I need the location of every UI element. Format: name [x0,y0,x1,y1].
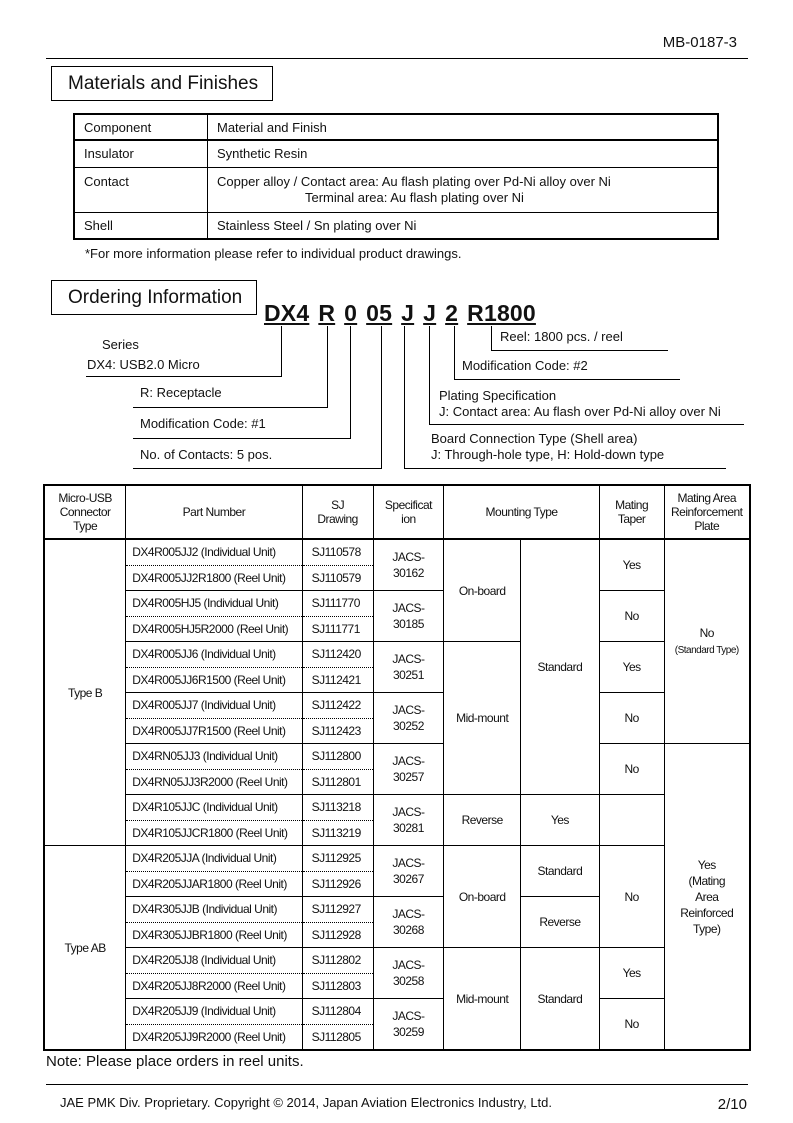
sj-drawing: SJ112800 [302,744,373,770]
table-row [44,642,750,668]
table-row [44,591,750,617]
mount-cell: On-board [444,539,521,642]
reel-leader-v [491,326,492,350]
sj-drawing: SJ112802 [302,948,373,974]
code-mod1: 0 [344,300,358,326]
col-specification: Specificat ion [373,485,444,539]
mount-sub-cell: Standard [521,948,600,1051]
part-code [264,300,545,327]
part-number: DX4RN05JJ3 (Individual Unit) [126,744,302,770]
sj-drawing: SJ112803 [302,973,373,999]
contacts-label: No. of Contacts: 5 pos. [140,447,273,462]
component-cell: Insulator [74,140,208,167]
part-number: DX4R205JJ9 (Individual Unit) [126,999,302,1025]
part-number: DX4R005JJ7R1500 (Reel Unit) [126,718,302,744]
type-cell: Type AB [44,846,126,1051]
receptacle-label: R: Receptacle [140,385,222,400]
col-part-number: Part Number [126,485,302,539]
materials-heading: Materials and Finishes [51,66,273,101]
part-number: DX4R105JJC (Individual Unit) [126,795,302,821]
table-row [44,693,750,719]
col-sj-drawing: SJ Drawing [302,485,373,539]
mount-sub-cell: Reverse [444,795,521,846]
sj-drawing: SJ112420 [302,642,373,668]
sj-drawing: SJ112423 [302,718,373,744]
component-cell: Contact [74,167,208,212]
sj-drawing: SJ112805 [302,1024,373,1050]
mount-sub-cell: Standard [521,846,600,897]
taper-cell: No [599,693,664,744]
board-leader [404,468,726,469]
col-mating-taper: Mating Taper [599,485,664,539]
taper-cell: No [599,744,664,795]
materials-row [74,167,718,212]
taper-cell: Yes [599,948,664,999]
plate-cell: No (Standard Type) [664,539,750,744]
code-type: R [318,300,336,326]
sj-drawing: SJ112926 [302,871,373,897]
col-mounting-type: Mounting Type [444,485,599,539]
materials-col-component: Component [74,114,208,140]
mod2-leader [454,379,680,380]
series-value: DX4: USB2.0 Micro [87,357,200,372]
contacts-leader [133,468,382,469]
plating-leader [429,424,744,425]
table-row [44,795,750,821]
material-cell: Stainless Steel / Sn plating over Ni [208,212,719,239]
sj-drawing: SJ111770 [302,591,373,617]
spec-cell: JACS- 30258 [373,948,444,999]
taper-cell: No [599,999,664,1051]
spec-cell: JACS- 30162 [373,539,444,591]
material-cell: Copper alloy / Contact area: Au flash plating over Pd-Ni alloy over Ni [217,173,611,189]
reel-leader [491,350,668,351]
plate-cell: Yes (Mating Area Reinforced Type) [664,744,750,1051]
mod1-leader-v [350,326,351,438]
mod2-leader-v [454,326,455,379]
spec-cell: JACS- 30259 [373,999,444,1051]
materials-col-material: Material and Finish [208,114,719,140]
material-cell-line2: Terminal area: Au flash plating over Ni [305,189,524,205]
spec-cell: JACS- 30185 [373,591,444,642]
sj-drawing: SJ112928 [302,922,373,948]
contacts-leader-v [381,326,382,468]
sj-drawing: SJ112804 [302,999,373,1025]
taper-cell: Yes [521,795,600,846]
part-number: DX4R205JJA (Individual Unit) [126,846,302,872]
part-number: DX4R205JJ8R2000 (Reel Unit) [126,973,302,999]
part-number: DX4R305JJBR1800 (Reel Unit) [126,922,302,948]
board-value: J: Through-hole type, H: Hold-down type [431,447,665,462]
materials-row [74,212,718,239]
footer-divider [46,1084,748,1085]
part-number: DX4RN05JJ3R2000 (Reel Unit) [126,769,302,795]
part-number: DX4R005JJ2 (Individual Unit) [126,539,302,565]
table-row [44,948,750,974]
sj-drawing: SJ112927 [302,897,373,923]
part-number: DX4R005JJ2R1800 (Reel Unit) [126,565,302,591]
mount-cell: Mid-mount [444,642,521,795]
mod2-label: Modification Code: #2 [462,358,588,373]
sj-drawing: SJ112421 [302,667,373,693]
materials-note: *For more information please refer to individual product drawings. [85,246,462,261]
materials-row [74,140,718,167]
board-title: Board Connection Type (Shell area) [431,431,638,446]
series-leader [86,376,282,377]
code-contacts: 05 [366,300,393,326]
code-reel: R1800 [467,300,536,326]
table-row [44,999,750,1025]
taper-cell: Yes [599,539,664,591]
taper-cell: No [599,591,664,642]
plating-title: Plating Specification [439,388,557,403]
code-plating: J [423,300,437,326]
plating-value: J: Contact area: Au flash over Pd-Ni alloy over Ni [439,404,721,419]
mod1-leader [133,438,351,439]
sj-drawing: SJ112422 [302,693,373,719]
page-number: 2/10 [717,1096,747,1113]
plating-leader-v [429,326,430,424]
part-number: DX4R005HJ5R2000 (Reel Unit) [126,616,302,642]
sj-drawing: SJ112925 [302,846,373,872]
parts-table [43,484,751,1051]
receptacle-leader [133,407,328,408]
part-number: DX4R205JJAR1800 (Reel Unit) [126,871,302,897]
col-connector-type: Micro-USB Connector Type [44,485,126,539]
series-label: Series [102,337,139,352]
code-board: J [401,300,415,326]
part-number: DX4R005JJ6 (Individual Unit) [126,642,302,668]
part-number: DX4R005JJ6R1500 (Reel Unit) [126,667,302,693]
part-number: DX4R105JJCR1800 (Reel Unit) [126,820,302,846]
materials-table [73,113,719,240]
taper-cell: Yes [599,642,664,693]
part-number: DX4R205JJ9R2000 (Reel Unit) [126,1024,302,1050]
document-id: MB-0187-3 [662,34,737,51]
receptacle-leader-v [327,326,328,407]
table-row [44,539,750,565]
series-leader-v [281,326,282,376]
part-number: DX4R005HJ5 (Individual Unit) [126,591,302,617]
spec-cell: JACS- 30281 [373,795,444,846]
sj-drawing: SJ113219 [302,820,373,846]
type-cell: Type B [44,539,126,846]
material-cell: Synthetic Resin [208,140,719,167]
component-cell: Shell [74,212,208,239]
mount-cell: Mid-mount [444,948,521,1051]
spec-cell: JACS- 30268 [373,897,444,948]
table-row [44,744,750,770]
part-number: DX4R205JJ8 (Individual Unit) [126,948,302,974]
col-reinforcement-plate: Mating Area Reinforcement Plate [664,485,750,539]
code-mod2: 2 [445,300,459,326]
code-series: DX4 [264,300,310,326]
spec-cell: JACS- 30251 [373,642,444,693]
mount-cell: On-board [444,846,521,948]
mount-sub-cell: Reverse [521,897,600,948]
footer-copyright: JAE PMK Div. Proprietary. Copyright © 2014, Japan Aviation Electronics Industry, Ltd. [60,1095,553,1110]
sj-drawing: SJ110578 [302,539,373,565]
reel-label: Reel: 1800 pcs. / reel [500,329,623,344]
mod1-label: Modification Code: #1 [140,416,266,431]
ordering-heading: Ordering Information [51,280,257,315]
taper-cell: No [599,846,664,948]
table-row [44,846,750,872]
sj-drawing: SJ113218 [302,795,373,821]
sj-drawing: SJ111771 [302,616,373,642]
mount-sub-cell: Standard [521,539,600,795]
part-number: DX4R005JJ7 (Individual Unit) [126,693,302,719]
spec-cell: JACS- 30267 [373,846,444,897]
board-leader-v [404,326,405,468]
spec-cell: JACS- 30257 [373,744,444,795]
part-number: DX4R305JJB (Individual Unit) [126,897,302,923]
order-note: Note: Please place orders in reel units. [46,1053,304,1070]
header-divider [46,58,748,59]
sj-drawing: SJ112801 [302,769,373,795]
sj-drawing: SJ110579 [302,565,373,591]
spec-cell: JACS- 30252 [373,693,444,744]
